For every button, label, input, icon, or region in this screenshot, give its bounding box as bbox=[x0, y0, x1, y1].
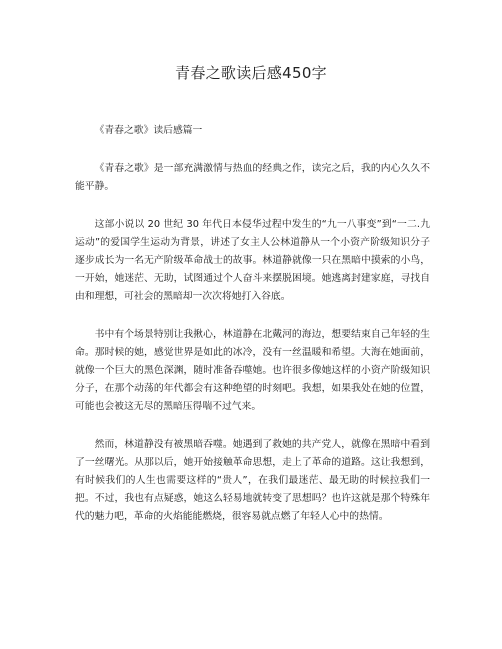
paragraph-4: 然而，林道静没有被黑暗吞噬。她遇到了救她的共产党人，就像在黑暗中看到了一丝曙光。从那以后，她开始接触革命思想，走上了革命的道路。这让我想到，有时候我们的人生也需要这样的“贵人”，在我们最迷茫、最无助的时候拉我们一把。不过，我也有点疑惑，她这么轻易地就转变了思想吗？也许这就是那个特殊年代的魅力吧，革命的火焰能能燃烧，很容易就点燃了年轻人心中的热情。 bbox=[75, 439, 430, 522]
document-body bbox=[75, 122, 430, 546]
paragraph-3: 书中有个场景特别让我揪心，林道静在北戴河的海边，想要结束自己年轻的生命。那时候的她，感觉世界是如此的冰冷，没有一丝温暖和希望。大海在她面前，就像一个巨大的黑色深渊，随时准备吞噬她。也许很多像她这样的小资产阶级知识分子，在那个动荡的年代都会有这种绝望的时刻吧。我想，如果我处在她的位置，可能也会被这无尽的黑暗压得喘不过气来。 bbox=[75, 329, 430, 412]
paragraph-1: 《青春之歌》是一部充满激情与热血的经典之作，读完之后，我的内心久久不能平静。 bbox=[75, 163, 430, 192]
section-heading: 《青春之歌》读后感篇一 bbox=[94, 125, 203, 136]
paragraph-2: 这部小说以 20 世纪 30 年代日本侵华过程中发生的“九一八事变”到“一二.九运动”的爱国学生运动为背景，讲述了女主人公林道静从一个小资产阶级知识分子逐步成长为一名无产阶级革命战士的故事。林道静就像一只在黑暗中摸索的小鸟，一开始，她迷茫、无助，试图通过个人奋斗来摆脱困境。她逃离封建家庭，寻找自由和理想，可社会的黑暗却一次次将她打入谷底。 bbox=[75, 219, 430, 302]
document-title: 青春之歌读后感450字 bbox=[175, 64, 327, 82]
